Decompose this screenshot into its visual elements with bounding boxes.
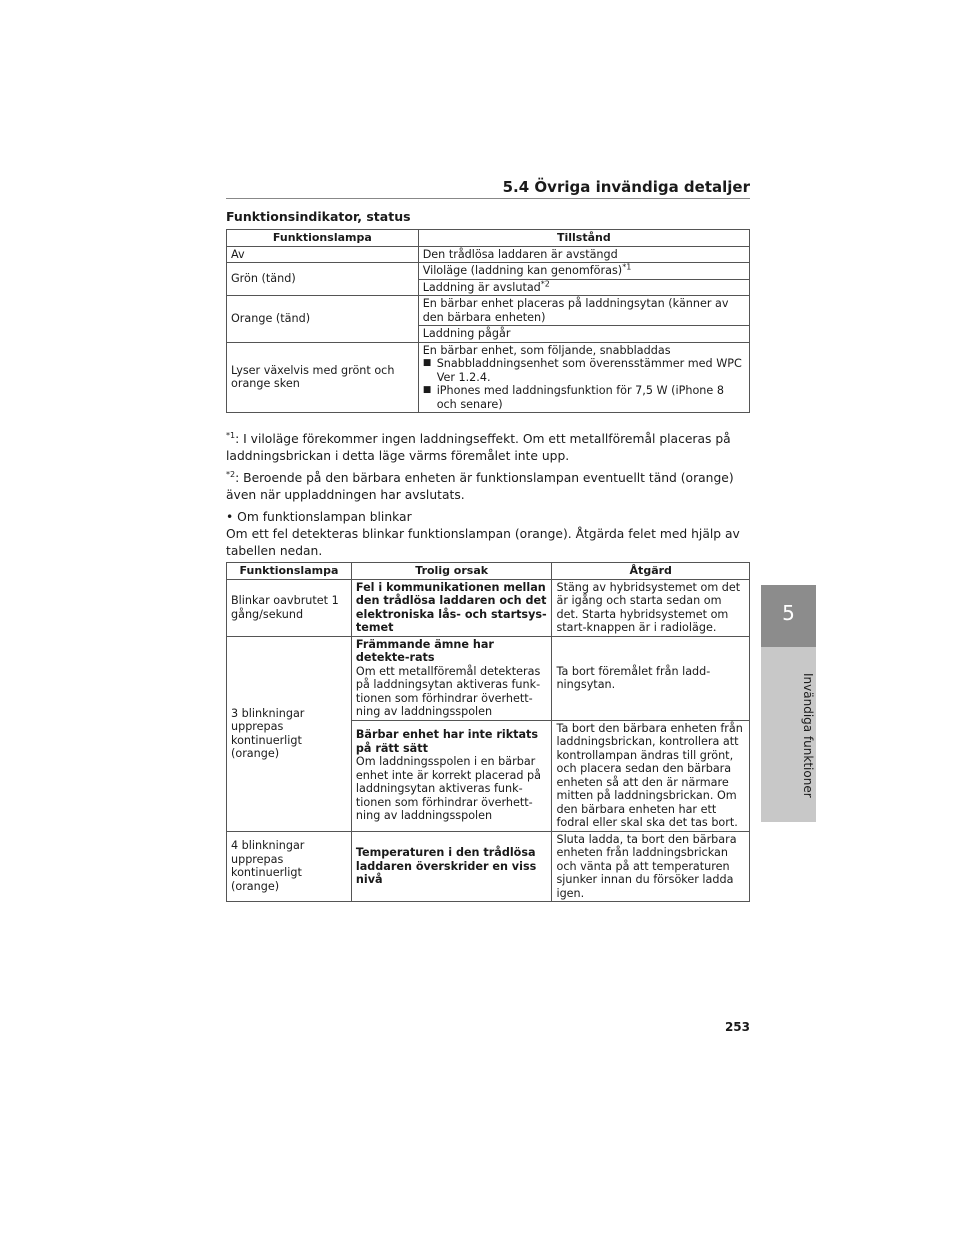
cell: 3 blinkningar upprepas kontinuerligt (orange) [227,636,352,831]
cell: Ta bort den bärbara enheten från laddningsbrickan, kontrollera att kontrollampan ändras till grönt, och placera sedan den bärbara enheten så att den är närmare mitten på laddningsbrickan. Om den bärbara enheten har ett fodral eller skal ska det tas bort. [552,720,750,831]
table-row [227,263,750,280]
list-item: Snabbladdningsenhet som överensstämmer med WPC Ver 1.2.4. [436,357,742,384]
table-row [227,636,750,720]
cell: En bärbar enhet placeras på laddningsytan (känner av den bärbara enheten) [418,296,749,326]
cell: Sluta ladda, ta bort den bärbara enheten från laddningsbrickan och vänta på att temperaturen sjunker innan du försöker ladda igen. [552,831,750,902]
cell: Orange (tänd) [227,296,419,343]
cell: Laddning är avslutad$^{*2}$ [418,279,749,296]
bullet-heading: • Om funktionslampan blinkar [226,510,412,524]
table-row [227,831,750,902]
col-header-lamp: Funktionslampa [227,230,419,247]
page-number: 253 [724,1020,750,1034]
footnote-2: $^{*2}$: Beroende på den bärbara enheten är funktionslampan eventuellt tänd (orange) även när uppladdningen har avslutats. [226,469,734,502]
cell: Laddning pågår [418,326,749,343]
cell: Ta bort föremålet från ladd-ningsytan. [552,636,750,720]
table-row [227,342,750,413]
chapter-number: 5 [782,601,795,625]
blink-table [226,562,750,902]
cell: Av [227,246,419,263]
cell: Främmande ämne har detekte-rats Om ett metallföremål detekteras på laddningsytan aktiveras funk-tionen som förhindrar överhett-ning av laddningsspolen [351,636,552,720]
bullet-icon: ■ [422,385,432,395]
cell: Viloläge (laddning kan genomföras)$^{*1}$ [418,263,749,280]
col-header-action: Åtgärd [552,563,750,580]
cell: Bärbar enhet har inte riktats på rätt sätt Om laddningsspolen i en bärbar enhet inte är korrekt placerad på laddningsytan aktiveras funk-tionen som förhindrar överhett-ning av laddningsspolen [351,720,552,831]
cell: Den trådlösa laddaren är avstängd [418,246,749,263]
status-table [226,229,750,413]
cell: Temperaturen i den trådlösa laddaren överskrider en viss nivå [351,831,552,902]
bullet-icon: ■ [422,358,432,368]
footnote-ref: *2 [540,278,550,288]
cell: Stäng av hybridsystemet om det är igång och starta sedan om det. Starta hybridsystemet om start-knappen är i radioläge. [552,579,750,636]
footnote-ref: *1 [622,262,632,272]
chapter-label: Invändiga funktioner [801,672,815,798]
table-row [227,296,750,326]
cell: Grön (tänd) [227,263,419,296]
table-row [227,246,750,263]
footnote-1: $^{*1}$: I viloläge förekommer ingen laddningseffekt. Om ett metallföremål placeras på laddningsbrickan i detta läge värms föremålet inte upp. [226,430,731,463]
cell: Blinkar oavbrutet 1 gång/sekund [227,579,352,636]
cell: Fel i kommunikationen mellan den trådlösa laddaren och det elektroniska lås- och startsys-temet [351,579,552,636]
col-header-state: Tillstånd [418,230,749,247]
col-header-lamp: Funktionslampa [227,563,352,580]
list-item: iPhones med laddningsfunktion för 7,5 W (iPhone 8 och senare) [436,384,724,411]
cell: En bärbar enhet, som följande, snabbladdas ■ Snabbladdningsenhet som överensstämmer med WPC Ver 1.2.4. ■ iPhones med laddningsfunktion för 7,5 W (iPhone 8 och senare) [418,342,749,413]
status-heading: Funktionsindikator, status [226,209,411,224]
cell: Lyser växelvis med grönt och orange sken [227,342,419,413]
col-header-cause: Trolig orsak [351,563,552,580]
intro-paragraph: Om ett fel detekteras blinkar funktionslampan (orange). Åtgärda felet med hjälp av tabellen nedan. [226,527,740,558]
cell: 4 blinkningar upprepas kontinuerligt (orange) [227,831,352,902]
header-rule [226,198,750,199]
section-header: 5.4 Övriga invändiga detaljer [502,178,750,196]
table-row [227,579,750,636]
